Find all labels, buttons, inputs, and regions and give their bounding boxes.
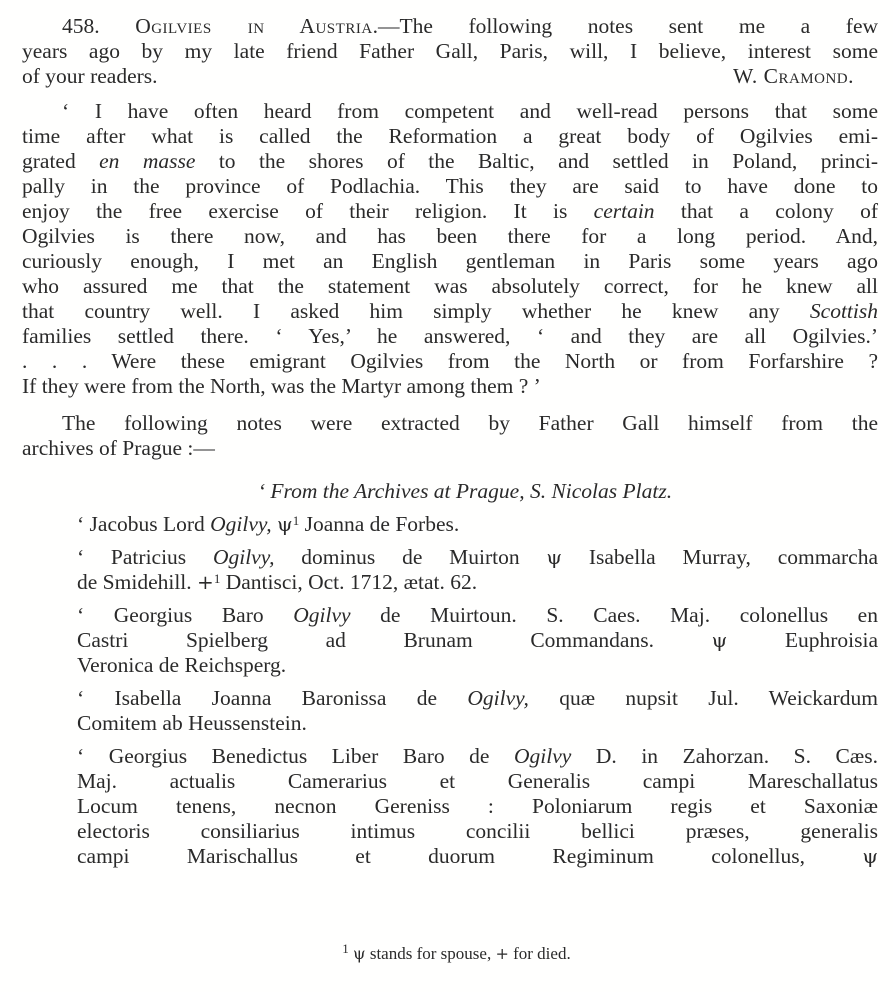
following-line-2: archives of Prague :— [22, 436, 215, 460]
spouse-symbol: ψ [862, 844, 879, 868]
entry-isabella: ‘ Isabella Joanna Baronissa de Ogilvy, quæ nupsit Jul. Weickardum Comitem ab Heussenstein. [77, 686, 878, 735]
entry-georgius-benedictus: ‘ Georgius Benedictus Liber Baro de Ogilvy D. in Zahorzan. S. Cæs. Maj. actualis Camerarius et Generalis campi Mareschallatus Locum tenens, necnon Gereniss : Poloniarum regis et Saxoniæ electoris consiliarius intimus concilii bellici præses, generalis campi Marischallus et duorum Regiminum colonellus, ψ [77, 744, 879, 868]
quote-paragraph: ‘ I have often heard from competent and well-read persons that some time after what is called the Reformation a great body of Ogilvies emi- grated en masse to the shores of the Baltic, and settled in Poland, princi- pally in the province of Podlachia. This they are said to have done to enjoy the free exercise of their religion. It is certain that a colony of Ogilvies is there now, and has been there for a long period. And, curiously enough, I met an English gentleman in Paris some years ago who assured me that the statement was absolutely correct, for he knew all that country well. I asked him simply whether he knew any Scottish families settled there. ‘ Yes,’ he answered, ‘ and they are all Ogilvies.’ . . . Were these emigrant Ogilvies from the North or from Forfarshire ? If they were from the North, was the Martyr among them ? ’ [22, 99, 879, 398]
page-body [22, 14, 878, 877]
following-line-1: The following notes were extracted by Father Gall himself from the [62, 411, 878, 435]
spouse-symbol: ψ [277, 512, 293, 536]
heading-line-1: 458. Ogilvies in Austria.—The following notes sent me a few [62, 14, 879, 38]
heading-line-2: years ago by my late friend Father Gall, Paris, will, I believe, interest some [22, 39, 878, 63]
note-title: Ogilvies in Austria [135, 14, 373, 38]
heading-line-3: of your readers. W. Cramond. [22, 64, 854, 88]
note-number: 458. [62, 14, 100, 38]
entry-georgius-baro: ‘ Georgius Baro Ogilvy de Muirtoun. S. Caes. Maj. colonellus en Castri Spielberg ad Brunam Commandans. ψ Euphroisia Veronica de Reichsperg. [77, 603, 879, 677]
entry-jacobus: ‘ Jacobus Lord Ogilvy, $\psi^1$ Joanna de Forbes. [77, 512, 460, 536]
footnote: $^1$ ψ stands for spouse, + for died. [342, 941, 571, 963]
died-symbol: + [197, 570, 214, 594]
author-signature: W. Cramond. [733, 64, 854, 88]
intro-text: The following notes sent me a few [399, 14, 879, 38]
archive-title: ‘ From the Archives at Prague, S. Nicolas Platz. [257, 479, 673, 503]
died-symbol: + [495, 944, 509, 963]
entry-patricius: ‘ Patricius Ogilvy, dominus de Muirton ψ Isabella Murray, commarcha de Smidehill. +$^1$ Dantisci, Oct. 1712, ætat. 62. [77, 545, 878, 594]
spouse-symbol: ψ [353, 944, 366, 963]
spouse-symbol: ψ [546, 545, 563, 569]
spouse-symbol: ψ [711, 628, 728, 652]
